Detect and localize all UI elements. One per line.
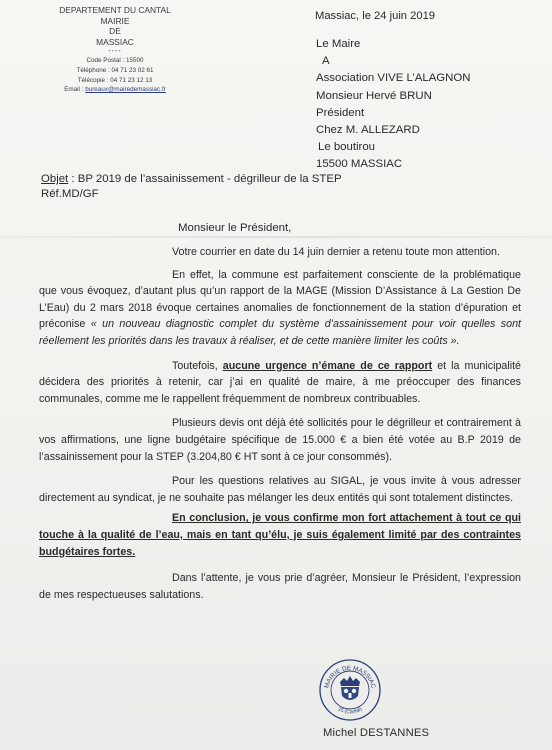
paragraph-mage-quote: « un nouveau diagnostic complet du système d’assainissement pour voir quelles sont réellement les priorités dans les travaux à réaliser, et de cette manière limiter les coûts ». (39, 318, 522, 347)
letterhead-fax: Télécopie : 04 71 23 12 13 (77, 76, 153, 84)
letterhead-email-label: Email : (64, 86, 84, 94)
paragraph-closing: Dans l’attente, je vous prie d’agréer, Monsieur le Président, l’expression de mes respectueuses salutations. (39, 572, 521, 601)
paragraph-toutefois-end: et la municipalité décidera des priorités à retenir, car j’ai en qualité de maire, à me préoccuper des finances communales, comme me le rappellent fréquemment de nombreux contribuables. (39, 359, 521, 405)
stamp-ring-text: MAIRIE DE MASSIAC (323, 664, 377, 689)
letterhead-phone: Téléphone : 04 71 23 02 61 (76, 66, 154, 74)
recipient-name: Monsieur Hervé BRUN (316, 89, 432, 102)
subject-line (41, 171, 342, 188)
recipient-a: A (322, 55, 330, 68)
paragraph-courrier: Votre courrier en date du 14 juin dernier a retenu toute mon attention. (172, 246, 500, 258)
coat-of-arms-emblem (340, 676, 360, 700)
paragraph-mage-text: En effet, la commune est parfaitement consciente de la problématique que vous évoquez, d’autant plus qu’un rapport de la MAGE (Mission D’Assistance à La Gestion De L’Eau) du 2 mars 2018 évoque certaines anomalies de fonctionnement de la station d’épuration et préconise (39, 268, 521, 331)
stamp-bottom-text: 15 (Cantal) (336, 706, 364, 716)
paragraph-conclusion: En conclusion, je vous confirme mon fort attachement à tout ce qui touche à la qualité de l’eau, mais en tant qu’élu, je suis également limité par des contraintes budgétaires fortes. (39, 512, 521, 558)
paper-fold (0, 236, 552, 238)
letterhead (40, 5, 190, 95)
letterhead-separator: ---- (108, 48, 122, 56)
recipient-association: Association VIVE L’ALAGNON (316, 72, 471, 85)
letterhead-mairie: MAIRIE (100, 15, 130, 26)
letterhead-town: MASSIAC (96, 36, 134, 47)
letterhead-postal: Code Postal : 15500 (86, 57, 144, 65)
paragraph-devis: Plusieurs devis ont déjà été sollicités pour le dégrilleur et contrairement à vos affirmations, une ligne budgétaire spécifique de 15.000 € a bien été votée au B.P 2019 de l’assainissement pour la STEP (3.204,80 € HT sont à ce jour consommés). (39, 417, 521, 463)
paragraph-sigal: Pour les questions relatives au SIGAL, je vous invite à vous adresser directement au syndicat, je ne souhaite pas mélanger les deux entités qui sont totalement distinctes. (39, 475, 521, 504)
letter-date: Massiac, le 24 juin 2019 (315, 10, 436, 22)
paragraph-toutefois-start: Toutefois, (172, 359, 223, 372)
paragraph-toutefois-emphasis: aucune urgence n’émane de ce rapport (222, 359, 433, 372)
letterhead-de: DE (109, 26, 121, 37)
letterhead-department: DEPARTEMENT DU CANTAL (59, 5, 171, 15)
recipient-locality: Le boutirou (318, 141, 375, 154)
recipient-care-of: Chez M. ALLEZARD (316, 124, 420, 137)
reference-line: Réf.MD/GF (41, 188, 99, 200)
letterhead-email-row (40, 85, 190, 95)
subject-text: : BP 2019 de l’assainissement - dégrilleur de la STEP (68, 173, 342, 185)
paragraph-mage (39, 267, 521, 350)
paragraph-toutefois (39, 358, 521, 408)
subject-label: Objet (41, 173, 69, 185)
salutation: Monsieur le Président, (178, 222, 292, 234)
sender-title: Le Maire (316, 38, 361, 50)
recipient-block (316, 36, 470, 174)
recipient-role: Président (316, 106, 365, 119)
letter-body (39, 244, 521, 609)
signatory-name: Michel DESTANNES (323, 727, 430, 739)
letterhead-email-link[interactable]: bureaux@mairedemassiac.fr (85, 86, 166, 94)
town-hall-stamp (318, 658, 382, 722)
recipient-postcode-town: 15500 MASSIAC (316, 158, 403, 171)
